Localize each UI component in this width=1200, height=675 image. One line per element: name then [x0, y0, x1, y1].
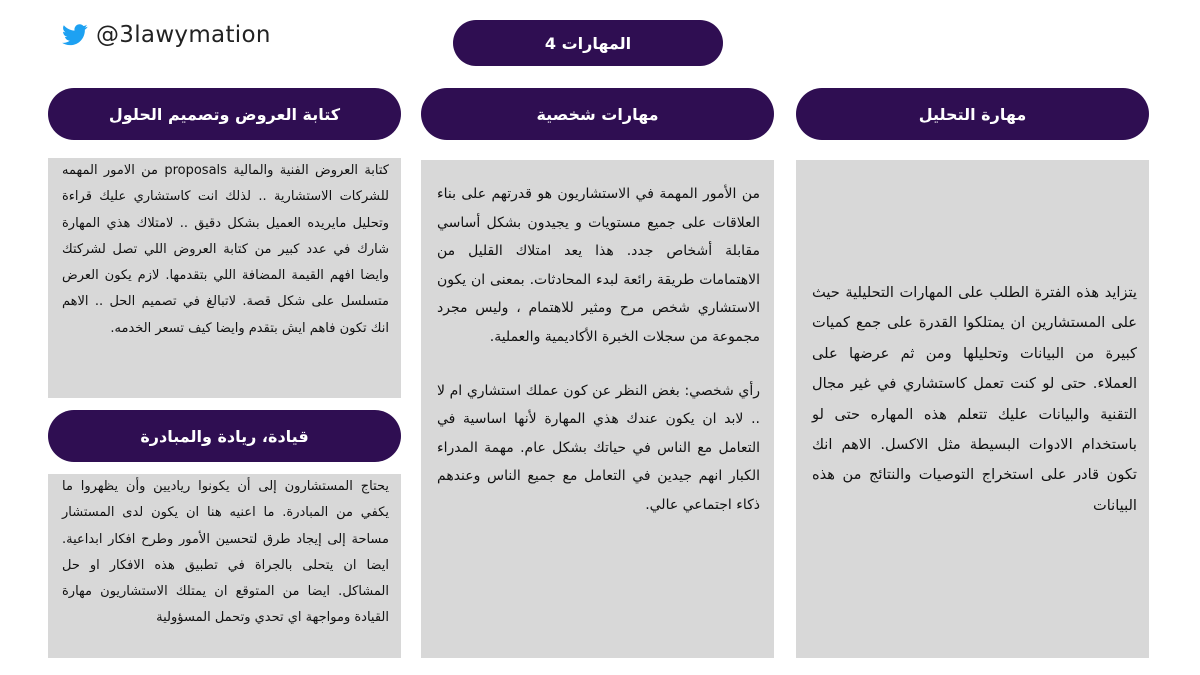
section-body-personal-skills [421, 160, 774, 658]
section-paragraph: يحتاج المستشارون إلى أن يكونوا رياديين وأن يظهروا ما يكفي من المبادرة. ما اعنيه هنا ان يكون لدى المستشار مساحة إلى إيجاد طرق لتحسين الأمور وطرح افكار ابداعية. ايضا ان يتحلى بالجراة في تطبيق هذه الافكار او حل المشاكل. ايضا من المتوقع ان يمتلك الاستشاريون مهارة القيادة ومواجهة اي تحدي وتحمل المسؤولية [62, 479, 389, 626]
section-paragraph-opinion: رأي شخصي: بغض النظر عن كون عملك استشاري ام لا .. لابد ان يكون عندك هذي المهارة لأنها اساسية في التعامل مع الناس في حياتك بشكل عام. مهمة المدراء الكبار انهم جيدين في التعامل مع جميع الناس وعندهم ذكاء اجتماعي عالي. [437, 382, 760, 513]
page-title: المهارات 4 [453, 20, 723, 66]
handle-text: @3lawymation [96, 22, 271, 48]
section-heading-leadership: قيادة، ريادة والمبادرة [48, 410, 401, 462]
section-heading-personal-skills: مهارات شخصية [421, 88, 774, 140]
section-body-proposals [48, 158, 401, 398]
section-heading-analysis: مهارة التحليل [796, 88, 1149, 140]
twitter-bird-icon [62, 24, 88, 46]
section-paragraph: يتزايد هذه الفترة الطلب على المهارات التحليلية حيث على المستشارين ان يمتلكوا القدرة على جمع كميات كبيرة من البيانات وتحليلها ومن ثم عرضها على العملاء. حتى لو كنت تعمل كاستشاري في غير مجال التقنية والبيانات عليك تتعلم هذه المهاره حتى لو باستخدام الادوات البسيطة مثل الاكسل. الاهم انك تكون قادر على استخراج التوصيات والنتائج من هذه البيانات [812, 284, 1137, 514]
section-paragraph: كتابة العروض الفنية والمالية proposals من الامور المهمه للشركات الاستشارية .. لذلك انت كاستشاري عليك قراءة وتحليل مايريده العميل بشكل دقيق .. لامتلاك هذي المهارة شارك في عدد كبير من كتابة العروض اللي تصل لشركتك وايضا افهم القيمة المضافة اللي بتقدمها. لازم يكون العرض متسلسل على شكل قصة. لاتبالغ في تصميم الحل .. الاهم انك تكون فاهم ايش بتقدم وايضا كيف تسعر الخدمه. [62, 163, 389, 336]
section-body-analysis [796, 160, 1149, 658]
section-heading-proposals: كتابة العروض وتصميم الحلول [48, 88, 401, 140]
section-paragraph: من الأمور المهمة في الاستشاريون هو قدرتهم على بناء العلاقات على جميع مستويات و يجيدون بشكل أساسي مقابلة أشخاص جدد. هذا يعد امتلاك القليل من الاهتمامات طريقة رائعة لبدء المحادثات. بمعنى ان يكون الاستشاري شخص مرح ومثير للاهتمام ، وليس مجرد مجموعة من سجلات الخبرة الأكاديمية والعملية. [437, 186, 760, 345]
section-body-leadership [48, 474, 401, 658]
twitter-handle[interactable] [62, 20, 271, 50]
